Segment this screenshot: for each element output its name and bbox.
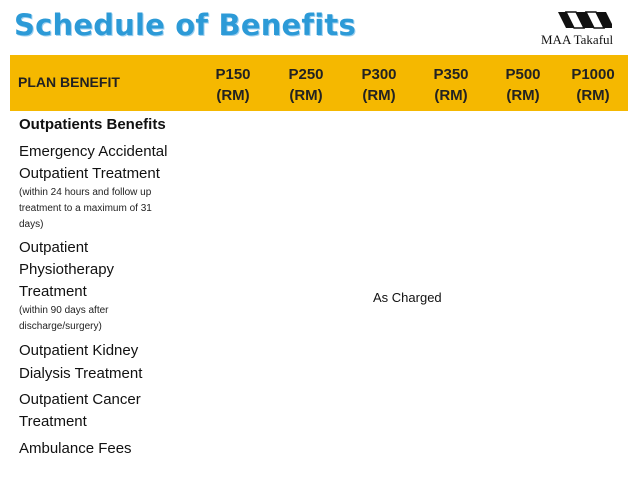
plan-header-p300: [352, 64, 406, 106]
section-heading: Outpatients Benefits: [19, 116, 166, 133]
plan-unit: (RM): [289, 87, 323, 104]
plan-header-p1000: [563, 64, 623, 106]
plan-unit: (RM): [362, 87, 396, 104]
benefit-label: Outpatient Cancer: [19, 391, 141, 408]
benefit-value: As Charged: [373, 290, 442, 305]
plan-header-p350: [424, 64, 478, 106]
plan-code: P350: [433, 66, 469, 83]
benefit-note: (within 24 hours and follow up: [19, 187, 152, 198]
benefit-label: Physiotherapy: [19, 261, 115, 278]
plan-header-p250: [279, 64, 333, 106]
benefit-label: Treatment: [19, 413, 87, 430]
company-logo: [540, 10, 630, 50]
benefit-label: Treatment: [19, 283, 87, 300]
plan-header-p150: [206, 64, 260, 106]
benefit-label: Outpatient Treatment: [19, 165, 160, 182]
benefit-label: Outpatient Kidney: [19, 342, 139, 359]
benefit-note: treatment to a maximum of 31: [19, 203, 152, 214]
plan-unit: (RM): [506, 87, 540, 104]
page-title: Schedule of Benefits: [14, 8, 356, 42]
benefit-note: discharge/surgery): [19, 321, 102, 332]
plan-benefit-header: PLAN BENEFIT: [18, 74, 120, 90]
plan-code: P150: [215, 66, 251, 83]
benefit-label: Outpatient: [19, 239, 89, 256]
plan-code: P500: [505, 66, 541, 83]
plan-unit: (RM): [216, 87, 250, 104]
maa-logo-icon: [558, 10, 612, 30]
benefit-note: days): [19, 219, 44, 230]
benefit-note: (within 90 days after: [19, 305, 109, 316]
plan-code: P1000: [571, 66, 615, 83]
benefit-label: Dialysis Treatment: [19, 365, 143, 382]
benefit-label: Emergency Accidental: [19, 143, 168, 160]
plan-code: P250: [288, 66, 324, 83]
plan-unit: (RM): [576, 87, 610, 104]
plan-header-p500: [496, 64, 550, 106]
plan-unit: (RM): [434, 87, 468, 104]
plan-code: P300: [361, 66, 397, 83]
benefit-label: Ambulance Fees: [19, 440, 132, 457]
plan-header-row: [10, 55, 628, 111]
logo-text: MAA Takaful: [541, 32, 614, 47]
